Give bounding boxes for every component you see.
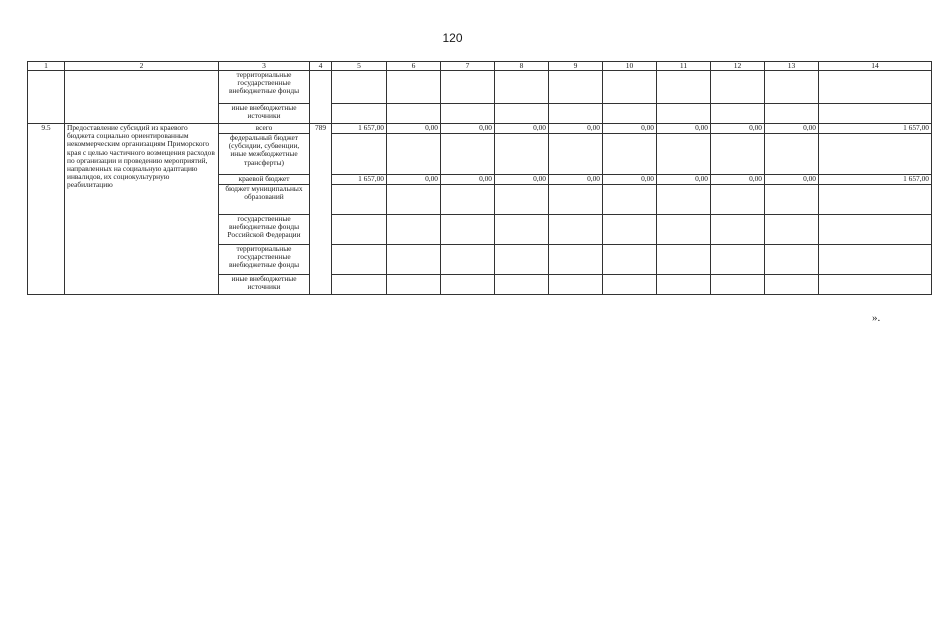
column-header: 11 xyxy=(657,62,711,71)
value-cell xyxy=(819,245,932,275)
column-header: 5 xyxy=(332,62,387,71)
value-cell: 0,00 xyxy=(711,175,765,185)
item-number-cell xyxy=(28,71,65,124)
column-number-header-row xyxy=(28,62,932,71)
value-cell xyxy=(332,215,387,245)
value-cell: 1 657,00 xyxy=(819,124,932,134)
value-cell xyxy=(387,134,441,175)
funding-source-cell: иные внебюджетные источники xyxy=(219,104,310,124)
value-cell xyxy=(765,275,819,295)
value-cell xyxy=(711,71,765,104)
funding-source-cell: бюджет муниципальных образований xyxy=(219,185,310,215)
value-cell: 0,00 xyxy=(387,175,441,185)
value-cell xyxy=(549,134,603,175)
value-cell xyxy=(441,185,495,215)
value-cell: 0,00 xyxy=(549,175,603,185)
column-header: 12 xyxy=(711,62,765,71)
page-number: 120 xyxy=(442,31,463,45)
value-cell xyxy=(603,245,657,275)
value-cell xyxy=(441,245,495,275)
value-cell xyxy=(549,71,603,104)
column-header: 13 xyxy=(765,62,819,71)
value-cell xyxy=(711,215,765,245)
item-title-cell xyxy=(65,71,219,124)
value-cell xyxy=(657,245,711,275)
value-cell: 0,00 xyxy=(603,124,657,134)
column-header: 10 xyxy=(603,62,657,71)
value-cell: 0,00 xyxy=(495,175,549,185)
value-cell: 1 657,00 xyxy=(332,175,387,185)
code-cell: 789 xyxy=(310,124,332,295)
value-cell xyxy=(819,71,932,104)
funding-source-cell: государственные внебюджетные фонды Российской Федерации xyxy=(219,215,310,245)
value-cell xyxy=(549,215,603,245)
column-header: 9 xyxy=(549,62,603,71)
value-cell xyxy=(657,275,711,295)
value-cell xyxy=(495,104,549,124)
column-header: 1 xyxy=(28,62,65,71)
value-cell xyxy=(657,134,711,175)
value-cell xyxy=(765,185,819,215)
table-row xyxy=(28,71,932,104)
value-cell xyxy=(657,104,711,124)
value-cell xyxy=(819,185,932,215)
value-cell xyxy=(765,71,819,104)
budget-table xyxy=(27,61,932,295)
value-cell: 0,00 xyxy=(441,175,495,185)
value-cell xyxy=(711,275,765,295)
column-header: 3 xyxy=(219,62,310,71)
value-cell xyxy=(657,185,711,215)
value-cell xyxy=(332,71,387,104)
value-cell xyxy=(332,104,387,124)
value-cell xyxy=(765,215,819,245)
value-cell xyxy=(819,104,932,124)
value-cell xyxy=(603,185,657,215)
value-cell xyxy=(387,275,441,295)
closing-quote-mark: ». xyxy=(872,312,881,324)
value-cell: 0,00 xyxy=(765,175,819,185)
value-cell xyxy=(495,245,549,275)
funding-source-cell: краевой бюджет xyxy=(219,175,310,185)
value-cell: 0,00 xyxy=(387,124,441,134)
value-cell xyxy=(495,215,549,245)
value-cell: 0,00 xyxy=(765,124,819,134)
value-cell xyxy=(332,134,387,175)
column-header: 4 xyxy=(310,62,332,71)
value-cell xyxy=(441,275,495,295)
value-cell: 0,00 xyxy=(495,124,549,134)
code-cell xyxy=(310,71,332,124)
value-cell: 0,00 xyxy=(657,175,711,185)
value-cell xyxy=(495,71,549,104)
column-header: 14 xyxy=(819,62,932,71)
value-cell xyxy=(387,185,441,215)
value-cell xyxy=(441,71,495,104)
value-cell xyxy=(549,245,603,275)
value-cell xyxy=(603,275,657,295)
value-cell: 0,00 xyxy=(549,124,603,134)
column-header: 6 xyxy=(387,62,441,71)
value-cell xyxy=(441,215,495,245)
column-header: 7 xyxy=(441,62,495,71)
column-header: 2 xyxy=(65,62,219,71)
value-cell xyxy=(549,104,603,124)
value-cell xyxy=(603,134,657,175)
value-cell xyxy=(387,215,441,245)
value-cell: 0,00 xyxy=(711,124,765,134)
value-cell xyxy=(819,134,932,175)
value-cell xyxy=(765,134,819,175)
value-cell xyxy=(819,215,932,245)
table-row xyxy=(28,124,932,134)
value-cell: 1 657,00 xyxy=(332,124,387,134)
value-cell xyxy=(441,104,495,124)
item-number-cell: 9.5 xyxy=(28,124,65,295)
value-cell xyxy=(332,245,387,275)
value-cell xyxy=(549,275,603,295)
value-cell xyxy=(657,71,711,104)
value-cell xyxy=(603,71,657,104)
value-cell xyxy=(711,134,765,175)
item-title-cell: Предоставление субсидий из краевого бюджета социально ориентированным некоммерческим организациям Приморского края с целью частичного возмещения расходов по организации и проведению мероприятий, направленных на социальную адаптацию инвалидов, их социокультурную реабилитацию xyxy=(65,124,219,295)
value-cell xyxy=(332,185,387,215)
value-cell xyxy=(819,275,932,295)
funding-source-cell: территориальные государственные внебюджетные фонды xyxy=(219,71,310,104)
value-cell xyxy=(387,245,441,275)
value-cell: 0,00 xyxy=(657,124,711,134)
column-header: 8 xyxy=(495,62,549,71)
value-cell xyxy=(711,185,765,215)
value-cell xyxy=(332,275,387,295)
value-cell: 1 657,00 xyxy=(819,175,932,185)
value-cell: 0,00 xyxy=(441,124,495,134)
funding-source-cell: всего xyxy=(219,124,310,134)
value-cell: 0,00 xyxy=(603,175,657,185)
funding-source-cell: федеральный бюджет (субсидии, субвенции, иные межбюджетные трансферты) xyxy=(219,134,310,175)
funding-source-cell: территориальные государственные внебюджетные фонды xyxy=(219,245,310,275)
value-cell xyxy=(549,185,603,215)
value-cell xyxy=(495,185,549,215)
value-cell xyxy=(603,215,657,245)
value-cell xyxy=(711,104,765,124)
value-cell xyxy=(495,275,549,295)
funding-source-cell: иные внебюджетные источники xyxy=(219,275,310,295)
value-cell xyxy=(711,245,765,275)
value-cell xyxy=(657,215,711,245)
value-cell xyxy=(441,134,495,175)
value-cell xyxy=(765,104,819,124)
value-cell xyxy=(495,134,549,175)
value-cell xyxy=(603,104,657,124)
value-cell xyxy=(765,245,819,275)
value-cell xyxy=(387,71,441,104)
value-cell xyxy=(387,104,441,124)
